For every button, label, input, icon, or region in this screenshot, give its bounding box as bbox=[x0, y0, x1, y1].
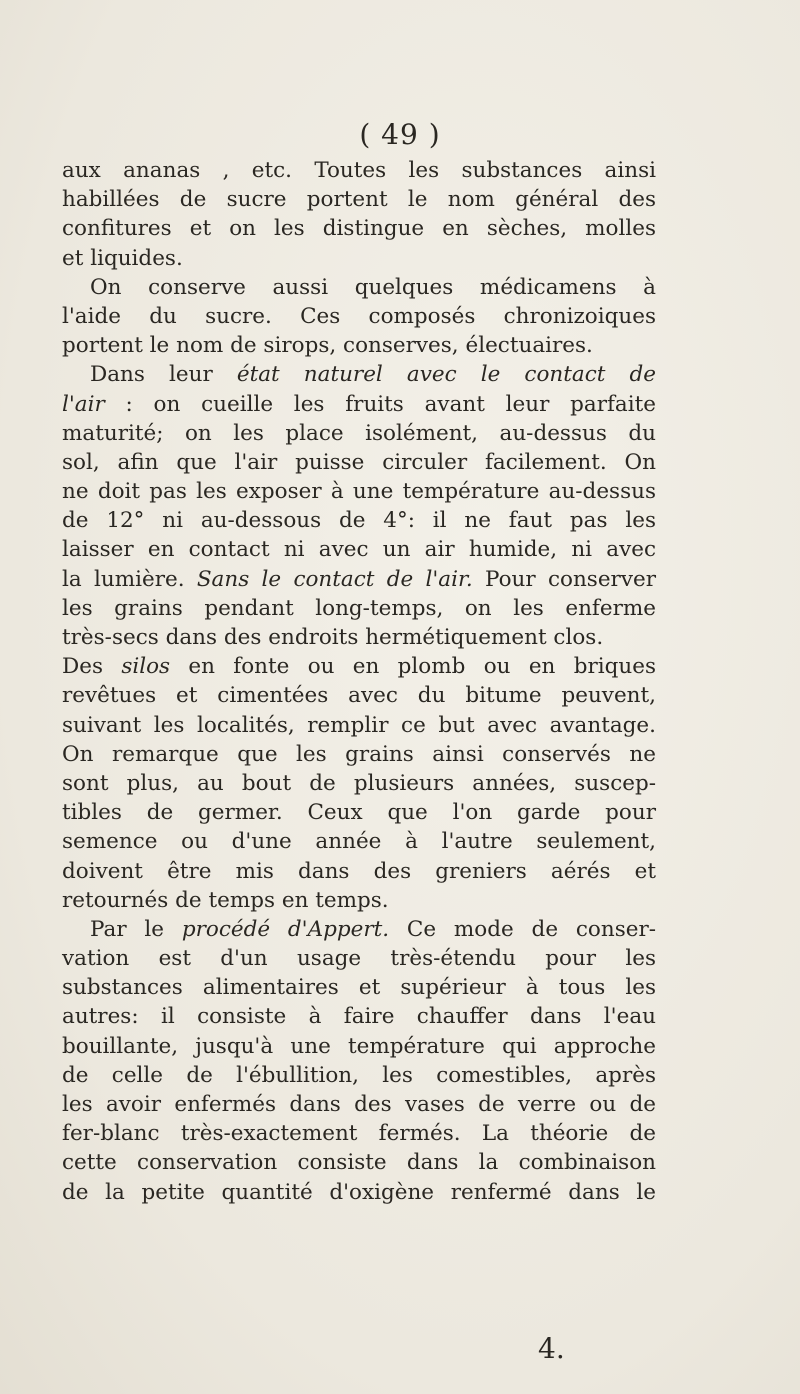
text-line: On remarque que les grains ainsi conservés ne bbox=[62, 741, 656, 767]
text-line: tibles de germer. Ceux que l'on garde pour bbox=[62, 800, 656, 826]
text-line bbox=[62, 565, 656, 594]
text-line: autres: il consiste à faire chauffer dans l'eau bbox=[62, 1004, 656, 1030]
text-line: et liquides. bbox=[62, 245, 183, 271]
text-line bbox=[62, 360, 656, 389]
text-line: les grains pendant long-temps, on les enferme bbox=[62, 595, 656, 621]
text-segment: la lumière. bbox=[62, 566, 197, 592]
text-line: On conserve aussi quelques médicamens à bbox=[90, 274, 656, 300]
text-line: laisser en contact ni avec un air humide, ni avec bbox=[62, 537, 656, 563]
text-line: bouillante, jusqu'à une température qui approche bbox=[62, 1033, 656, 1059]
text-line: aux ananas , etc. Toutes les substances ainsi bbox=[62, 158, 656, 183]
text-line: maturité; on les place isolément, au-dessus du bbox=[62, 420, 656, 446]
text-line: de 12° ni au-dessous de 4°: il ne faut pas les bbox=[62, 508, 656, 534]
text-line: de la petite quantité d'oxigène renfermé dans le bbox=[62, 1179, 656, 1205]
text-segment: Pour conserver bbox=[472, 566, 656, 592]
text-line bbox=[62, 390, 656, 419]
text-line: doivent être mis dans des greniers aérés et bbox=[62, 858, 656, 884]
body-text bbox=[62, 156, 656, 1207]
text-line bbox=[62, 915, 656, 944]
signature-mark: 4. bbox=[538, 1332, 565, 1365]
text-line: l'aide du sucre. Ces composés chronizoiques bbox=[62, 303, 656, 329]
text-line: substances alimentaires et supérieur à tous les bbox=[62, 975, 656, 1001]
text-segment: : on cueille les fruits avant leur parfaite bbox=[104, 391, 656, 417]
text-line: très-secs dans des endroits hermétiquement clos. bbox=[62, 625, 604, 650]
italic-phrase: silos bbox=[121, 654, 171, 680]
text-segment: Des bbox=[62, 654, 122, 680]
text-line bbox=[62, 652, 656, 681]
text-line: suivant les localités, remplir ce but avec avantage. bbox=[62, 712, 656, 738]
text-line: retournés de temps en temps. bbox=[62, 887, 389, 913]
text-line: cette conservation consiste dans la combinaison bbox=[62, 1150, 656, 1176]
text-segment: Ce mode de conser- bbox=[389, 916, 656, 942]
italic-phrase: procédé d'Appert. bbox=[181, 916, 390, 942]
text-line: de celle de l'ébullition, les comestibles, après bbox=[62, 1062, 656, 1088]
text-segment: Dans leur bbox=[90, 362, 237, 388]
text-segment: Par le bbox=[90, 916, 182, 942]
text-line: les avoir enfermés dans des vases de verre ou de bbox=[62, 1092, 656, 1117]
text-line: sol, afin que l'air puisse circuler facilement. On bbox=[62, 449, 656, 475]
text-line: confitures et on les distingue en sèches, molles bbox=[62, 216, 656, 242]
italic-phrase: état naturel avec le contact de bbox=[236, 362, 656, 388]
italic-phrase: Sans le contact de l'air. bbox=[196, 566, 473, 592]
text-line: ne doit pas les exposer à une température au-dessus bbox=[62, 479, 656, 505]
text-line: semence ou d'une année à l'autre seulement, bbox=[62, 829, 656, 855]
italic-phrase: l'air bbox=[62, 391, 105, 417]
text-line: fer-blanc très-exactement fermés. La théorie de bbox=[62, 1121, 656, 1147]
text-line: portent le nom de sirops, conserves, électuaires. bbox=[62, 333, 593, 359]
text-line: revêtues et cimentées avec du bitume peuvent, bbox=[62, 683, 656, 709]
text-line: vation est d'un usage très-étendu pour les bbox=[62, 946, 656, 972]
text-line: habillées de sucre portent le nom général des bbox=[62, 187, 656, 213]
text-segment: en fonte ou en plomb ou en briques bbox=[170, 654, 656, 680]
page-number: ( 49 ) bbox=[359, 118, 441, 151]
text-line: sont plus, au bout de plusieurs années, suscep- bbox=[62, 770, 656, 796]
